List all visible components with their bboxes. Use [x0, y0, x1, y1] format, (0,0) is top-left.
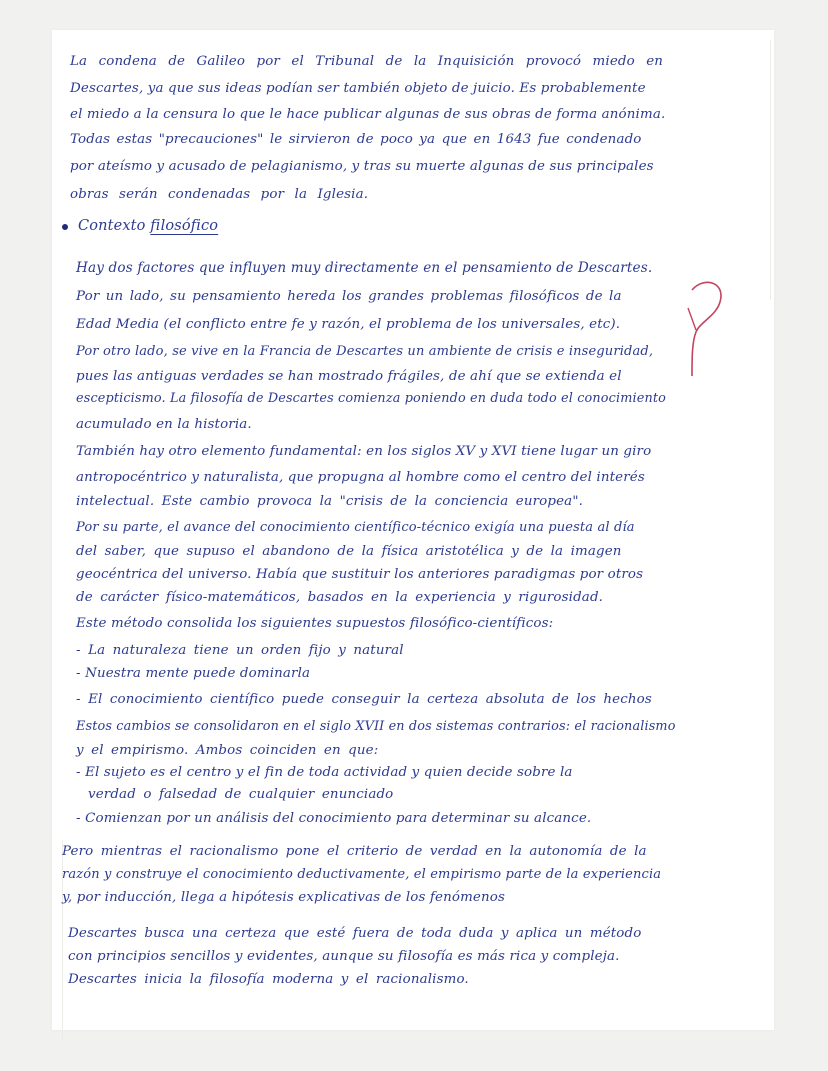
note-line-25: Estos cambios se consolidaron en el siglo XVII en dos sistemas contrarios: el racionalismo — [76, 719, 676, 734]
note-line-32: y, por inducción, llega a hipótesis explicativas de los fenómenos — [62, 890, 506, 905]
note-line-23: - Nuestra mente puede dominarla — [76, 666, 311, 681]
note-line-1: La condena de Galileo por el Tribunal de la Inquisición provocó miedo en — [70, 54, 664, 69]
note-line-27: - El sujeto es el centro y el fin de toda actividad y quien decide sobre la — [76, 765, 573, 780]
note-line-21: Este método consolida los siguientes supuestos filosófico-científicos: — [76, 616, 554, 631]
note-line-34: con principios sencillos y evidentes, aunque su filosofía es más rica y compleja. — [68, 949, 620, 964]
heading-underlined-word: filosófico — [150, 218, 219, 234]
note-line-33: Descartes busca una certeza que esté fuera de toda duda y aplica un método — [68, 926, 642, 941]
note-line-35: Descartes inicia la filosofía moderna y el racionalismo. — [68, 972, 469, 987]
note-line-12: escepticismo. La filosofía de Descartes comienza poniendo en duda todo el conocimiento — [76, 391, 666, 406]
margin-check-mark — [686, 272, 730, 382]
note-line-24: - El conocimiento científico puede conseguir la certeza absoluta de los hechos — [76, 692, 652, 707]
note-line-15: antropocéntrico y naturalista, que propugna al hombre como el centro del interés — [76, 470, 645, 485]
note-line-31: razón y construye el conocimiento deductivamente, el empirismo parte de la experiencia — [62, 867, 662, 882]
bleed-through-right — [700, 40, 771, 300]
note-line-26: y el empirismo. Ambos coinciden en que: — [76, 743, 379, 758]
note-line-11: pues las antiguas verdades se han mostrado frágiles, de ahí que se extienda el — [76, 369, 622, 384]
note-line-18: del saber, que supuso el abandono de la física aristotélica y de la imagen — [76, 544, 622, 559]
note-line-3: el miedo a la censura lo que le hace publicar algunas de sus obras de forma anónima. — [70, 107, 666, 122]
note-line-17: Por su parte, el avance del conocimiento científico-técnico exigía una puesta al día — [76, 520, 635, 535]
note-line-13: acumulado en la historia. — [76, 417, 252, 432]
note-line-14: También hay otro elemento fundamental: en los siglos XV y XVI tiene lugar un giro — [76, 444, 652, 459]
note-line-19: geocéntrica del universo. Había que sustituir los anteriores paradigmas por otros — [76, 567, 644, 582]
note-line-28: verdad o falsedad de cualquier enunciado — [88, 787, 394, 802]
note-line-10: Por otro lado, se vive en la Francia de Descartes un ambiente de crisis e inseguridad, — [76, 344, 654, 359]
note-line-29: - Comienzan por un análisis del conocimiento para determinar su alcance. — [76, 811, 592, 826]
note-line-4: Todas estas "precauciones" le sirvieron de poco ya que en 1643 fue condenado — [70, 132, 642, 147]
note-line-22: - La naturaleza tiene un orden fijo y natural — [76, 643, 404, 658]
note-line-30: Pero mientras el racionalismo pone el criterio de verdad en la autonomía de la — [62, 844, 647, 859]
note-line-6: obras serán condenadas por la Iglesia. — [70, 187, 369, 202]
heading-bullet — [62, 224, 68, 230]
note-line-2: Descartes, ya que sus ideas podían ser también objeto de juicio. Es probablemente — [70, 81, 646, 96]
note-line-9: Edad Media (el conflicto entre fe y razón, el problema de los universales, etc). — [76, 317, 621, 332]
note-line-16: intelectual. Este cambio provoca la "crisis de la conciencia europea". — [76, 494, 584, 509]
note-line-5: por ateísmo y acusado de pelagianismo, y tras su muerte algunas de sus principales — [70, 159, 654, 174]
note-line-20: de carácter físico-matemáticos, basados en la experiencia y rigurosidad. — [76, 590, 604, 605]
note-line-7: Hay dos factores que influyen muy directamente en el pensamiento de Descartes. — [76, 260, 653, 276]
note-line-8: Por un lado, su pensamiento hereda los grandes problemas filosóficos de la — [76, 289, 622, 304]
heading-word: Contexto — [78, 218, 146, 234]
section-heading — [78, 219, 218, 234]
